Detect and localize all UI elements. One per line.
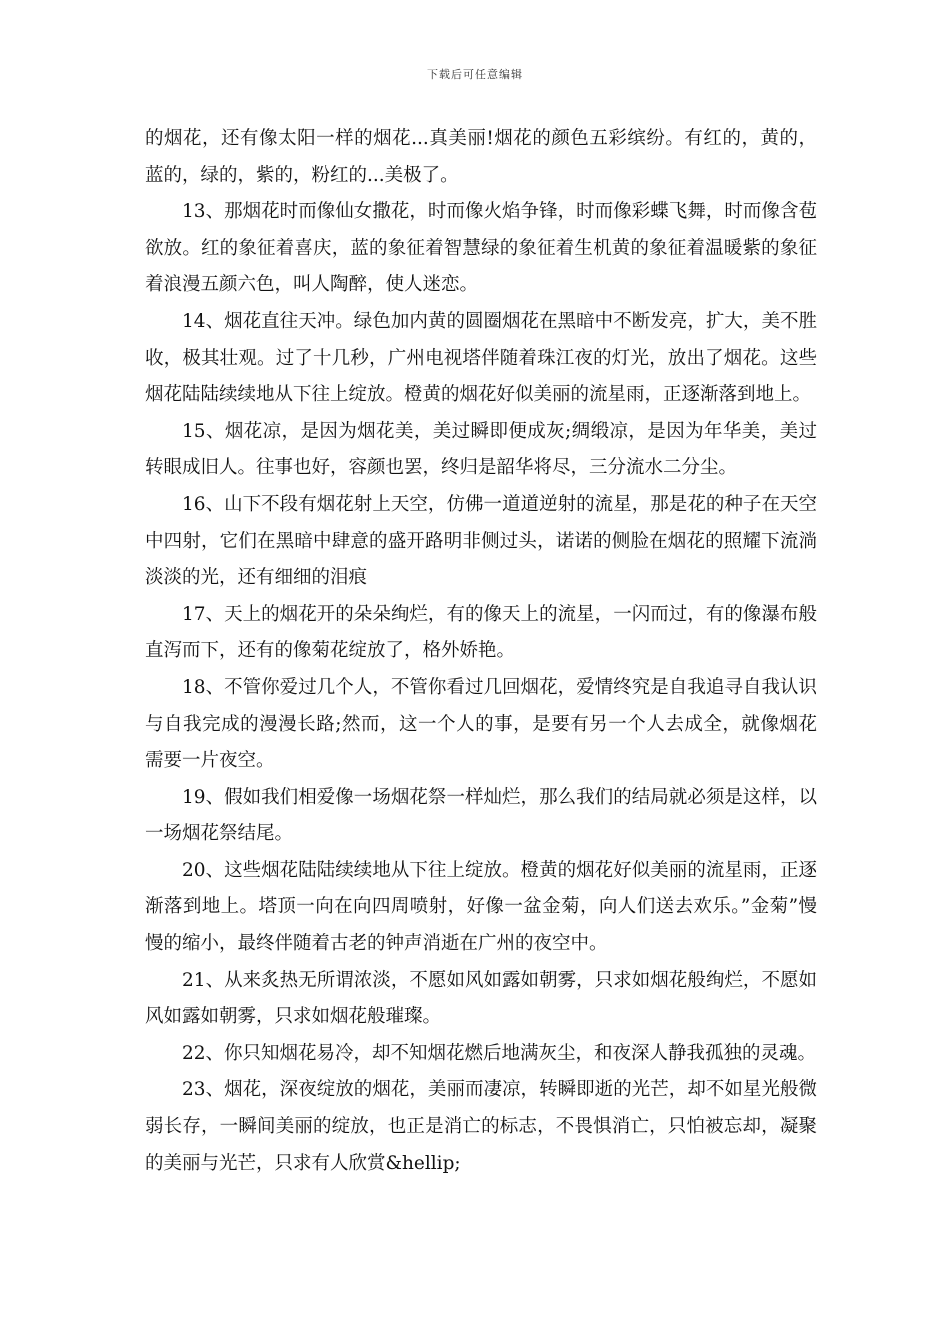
paragraph-17: 17、天上的烟花开的朵朵绚烂，有的像天上的流星，一闪而过，有的像瀑布般直泻而下，还有的像菊花绽放了，格外娇艳。 — [145, 603, 817, 662]
paragraph-continuation: 的烟花，还有像太阳一样的烟花...真美丽!烟花的颜色五彩缤纷。有红的，黄的，蓝的，绿的，紫的，粉红的...美极了。 — [145, 128, 817, 186]
paragraph-18: 18、不管你爱过几个人，不管你看过几回烟花，爱情终究是自我追寻自我认识与自我完成的漫漫长路;然而，这一个人的事，是要有另一个人去成全，就像烟花需要一片夜空。 — [145, 676, 817, 772]
paragraph-19: 19、假如我们相爱像一场烟花祭一样灿烂，那么我们的结局就必须是这样，以一场烟花祭结尾。 — [145, 786, 817, 845]
paragraph-16: 16、山下不段有烟花射上天空，仿佛一道道逆射的流星，那是花的种子在天空中四射，它们在黑暗中肆意的盛开路明非侧过头，诺诺的侧脸在烟花的照耀下流淌淡淡的光，还有细细的泪痕 — [145, 493, 817, 589]
paragraph-15: 15、烟花凉，是因为烟花美，美过瞬即便成灰;绸缎凉，是因为年华美，美过转眼成旧人。往事也好，容颜也罢，终归是韶华将尽，三分流水二分尘。 — [145, 420, 817, 479]
document-body — [145, 121, 817, 1182]
paragraph-22: 22、你只知烟花易冷，却不知烟花燃后地满灰尘，和夜深人静我孤独的灵魂。 — [182, 1042, 817, 1064]
paragraph-23: 23、烟花，深夜绽放的烟花，美丽而凄凉，转瞬即逝的光芒，却不如星光般微弱长存，一瞬间美丽的绽放，也正是消亡的标志，不畏惧消亡，只怕被忘却，凝聚的美丽与光芒，只求有人欣赏&hellip; — [145, 1079, 817, 1174]
paragraph-14: 14、烟花直往天冲。绿色加内黄的圆圈烟花在黑暗中不断发亮，扩大，美不胜收，极其壮观。过了十几秒，广州电视塔伴随着珠江夜的灯光，放出了烟花。这些烟花陆陆续续地从下往上绽放。橙黄的烟花好似美丽的流星雨，正逐渐落到地上。 — [145, 310, 817, 406]
page-header: 下载后可任意编辑 — [427, 68, 523, 81]
paragraph-21: 21、从来炙热无所谓浓淡，不愿如风如露如朝雾，只求如烟花般绚烂，不愿如风如露如朝雾，只求如烟花般璀璨。 — [145, 969, 817, 1028]
paragraph-13: 13、那烟花时而像仙女撒花，时而像火焰争锋，时而像彩蝶飞舞，时而像含苞欲放。红的象征着喜庆，蓝的象征着智慧绿的象征着生机黄的象征着温暖紫的象征着浪漫五颜六色，叫人陶醉，使人迷恋。 — [145, 201, 817, 296]
paragraph-20: 20、这些烟花陆陆续续地从下往上绽放。橙黄的烟花好似美丽的流星雨，正逐渐落到地上。塔顶一向在向四周喷射，好像一盆金菊，向人们送去欢乐。”金菊”慢慢的缩小，最终伴随着古老的钟声消逝在广州的夜空中。 — [145, 859, 817, 955]
